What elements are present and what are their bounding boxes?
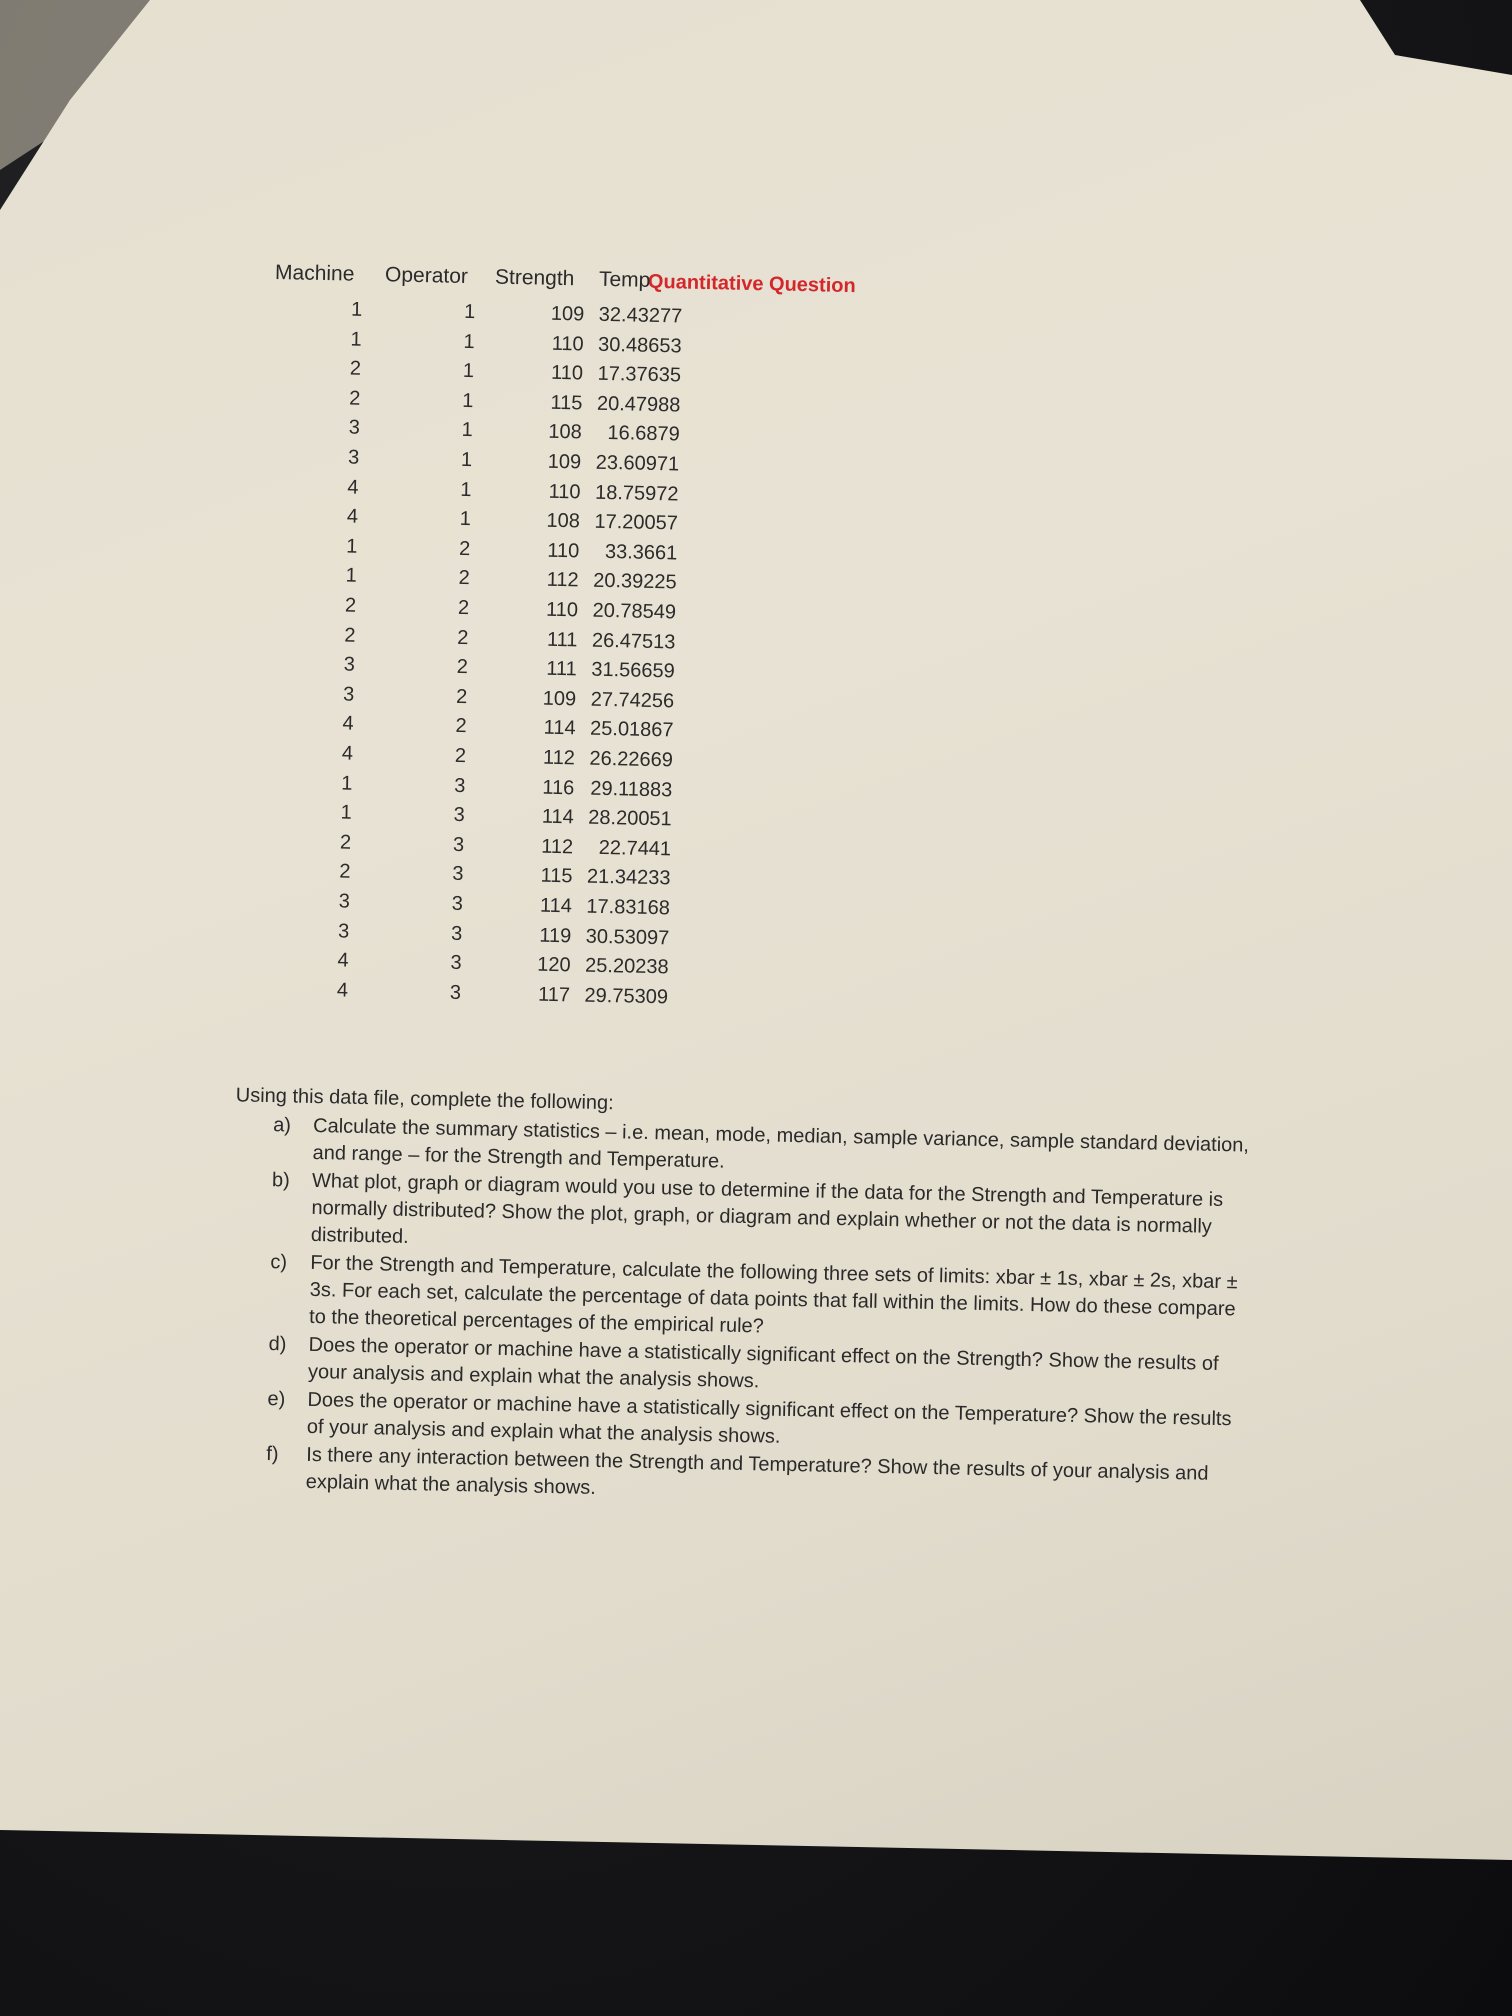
cell-strength: 112 xyxy=(546,569,579,592)
question-text: What plot, graph or diagram would you use to determine if the data for the Strength and Temperature is normally distributed? Show the plot, graph, or diagram and explain whether or not the data is normally distributed. xyxy=(310,1169,1224,1248)
cell-temp: 22.7441 xyxy=(598,836,672,861)
cell-strength: 108 xyxy=(546,509,581,533)
cell-strength: 117 xyxy=(537,983,571,1007)
cell-temp: 32.43277 xyxy=(598,303,683,328)
cell-operator: 2 xyxy=(454,744,467,768)
cell-operator: 2 xyxy=(457,626,469,649)
cell-operator: 2 xyxy=(458,567,470,590)
cell-strength: 112 xyxy=(540,835,574,859)
question-letter: c) xyxy=(270,1251,288,1274)
cell-operator: 3 xyxy=(450,951,462,975)
cell-strength: 116 xyxy=(542,776,575,799)
cell-temp: 17.83168 xyxy=(586,895,671,920)
cell-operator: 2 xyxy=(455,685,468,708)
document-title: Quantitative Question xyxy=(647,270,856,298)
cell-machine: 4 xyxy=(342,712,354,736)
cell-machine: 1 xyxy=(340,801,352,824)
cell-strength: 120 xyxy=(537,953,571,977)
cell-strength: 111 xyxy=(546,657,578,681)
cell-machine: 1 xyxy=(341,772,353,795)
instructions xyxy=(227,1082,1255,1516)
cell-machine: 2 xyxy=(344,624,356,647)
cell-temp: 25.20238 xyxy=(584,954,669,979)
cell-operator: 2 xyxy=(458,537,471,560)
cell-strength: 111 xyxy=(546,628,578,651)
cell-strength: 119 xyxy=(539,924,572,947)
cell-temp: 31.56659 xyxy=(591,658,676,683)
cell-machine: 1 xyxy=(350,328,362,351)
question-letter: b) xyxy=(271,1169,291,1192)
cell-strength: 110 xyxy=(551,332,584,356)
cell-machine: 2 xyxy=(344,594,357,617)
cell-operator: 3 xyxy=(452,833,465,856)
question-letter: e) xyxy=(267,1388,286,1411)
cell-operator: 1 xyxy=(459,508,472,531)
cell-strength: 110 xyxy=(548,480,581,503)
cell-operator: 1 xyxy=(461,419,474,442)
cell-strength: 115 xyxy=(540,865,573,888)
question-text: Is there any interaction between the Strength and Temperature? Show the results of your analysis and explain what the analysis shows. xyxy=(305,1443,1209,1499)
cell-strength: 114 xyxy=(543,717,576,740)
cell-operator: 1 xyxy=(460,478,472,501)
cell-temp: 27.74256 xyxy=(590,688,675,713)
data-table xyxy=(263,260,703,1009)
cell-strength: 109 xyxy=(547,450,582,474)
cell-operator: 3 xyxy=(451,892,464,916)
cell-machine: 3 xyxy=(338,890,351,913)
cell-temp: 18.75972 xyxy=(594,481,679,506)
cell-temp: 30.53097 xyxy=(585,925,670,949)
cell-machine: 3 xyxy=(343,653,356,676)
question-text: For the Strength and Temperature, calculate the following three sets of limits: xbar ± 1s, xbar ± 2s, xbar ± 3s. For each set, calculate the percentage of data points that fall within the limits. How do these compare to the theoretical percentages of the empirical rule? xyxy=(308,1251,1238,1338)
cell-operator: 3 xyxy=(449,981,462,1004)
cell-temp: 17.37635 xyxy=(597,362,682,387)
cell-machine: 1 xyxy=(345,564,357,588)
cell-strength: 114 xyxy=(541,805,574,829)
cell-operator: 2 xyxy=(457,596,470,620)
cell-strength: 109 xyxy=(550,302,585,326)
cell-strength: 114 xyxy=(539,894,573,918)
cell-operator: 1 xyxy=(462,389,474,412)
cell-operator: 3 xyxy=(453,804,465,827)
header-machine: Machine xyxy=(274,260,355,286)
header-temp: Temp xyxy=(598,267,651,292)
cell-temp: 20.39225 xyxy=(593,570,677,594)
cell-temp: 16.6879 xyxy=(607,422,680,446)
cell-temp: 25.01867 xyxy=(589,718,674,742)
cell-machine: 4 xyxy=(341,742,354,765)
cell-machine: 2 xyxy=(339,860,351,884)
cell-temp: 20.78549 xyxy=(592,599,677,624)
cell-operator: 1 xyxy=(463,330,475,353)
question-letter: d) xyxy=(268,1333,287,1356)
cell-machine: 1 xyxy=(350,298,363,321)
cell-temp: 33.3661 xyxy=(604,540,678,565)
cell-machine: 4 xyxy=(346,505,359,528)
cell-machine: 3 xyxy=(347,446,360,469)
header-strength: Strength xyxy=(494,265,575,291)
cell-machine: 1 xyxy=(345,535,358,558)
cell-operator: 2 xyxy=(456,656,469,679)
cell-machine: 2 xyxy=(349,387,361,410)
cell-strength: 108 xyxy=(548,421,582,444)
cell-temp: 29.75309 xyxy=(584,984,669,1009)
question-text: Does the operator or machine have a statistically significant effect on the Strength? Show the results of your analysis and explain what the analysis shows. xyxy=(307,1333,1219,1393)
question-letter: a) xyxy=(272,1114,292,1137)
cell-strength: 112 xyxy=(542,746,576,770)
cell-machine: 4 xyxy=(336,979,349,1002)
cell-strength: 109 xyxy=(542,687,577,711)
question-text: Calculate the summary statistics – i.e. mean, mode, median, sample variance, sample standard deviation, and range – for the Strength and Temperature. xyxy=(312,1114,1250,1173)
cell-operator: 3 xyxy=(453,774,466,797)
cell-strength: 110 xyxy=(547,539,580,563)
cell-temp: 30.48653 xyxy=(597,333,682,358)
cell-machine: 2 xyxy=(339,831,352,854)
cell-operator: 2 xyxy=(455,715,467,738)
cell-operator: 3 xyxy=(450,922,463,945)
cell-temp: 23.60971 xyxy=(595,451,680,476)
question-letter: f) xyxy=(266,1443,279,1466)
cell-temp: 26.22669 xyxy=(589,747,674,772)
header-operator: Operator xyxy=(384,263,469,288)
question-list xyxy=(227,1111,1255,1515)
cell-temp: 28.20051 xyxy=(588,806,672,831)
cell-strength: 110 xyxy=(550,361,584,385)
cell-strength: 110 xyxy=(545,598,579,622)
cell-machine: 4 xyxy=(347,476,359,499)
instructions-intro: Using this data file, complete the following: xyxy=(235,1084,614,1115)
cell-temp: 17.20057 xyxy=(594,510,679,535)
cell-machine: 3 xyxy=(348,416,361,440)
cell-machine: 4 xyxy=(337,949,349,972)
cell-operator: 3 xyxy=(452,863,464,886)
cell-operator: 1 xyxy=(463,300,476,324)
cell-machine: 2 xyxy=(349,357,362,380)
cell-machine: 3 xyxy=(337,920,350,943)
cell-machine: 3 xyxy=(342,683,355,706)
cell-temp: 26.47513 xyxy=(591,629,676,654)
cell-operator: 1 xyxy=(462,360,475,383)
cell-temp: 20.47988 xyxy=(596,392,681,417)
cell-temp: 29.11883 xyxy=(590,777,673,801)
question-text: Does the operator or machine have a statistically significant effect on the Temperature? Show the results of your analysis and explain what the analysis shows. xyxy=(306,1388,1232,1448)
cell-temp: 21.34233 xyxy=(586,866,671,890)
cell-strength: 115 xyxy=(550,391,583,415)
cell-operator: 1 xyxy=(460,448,473,472)
